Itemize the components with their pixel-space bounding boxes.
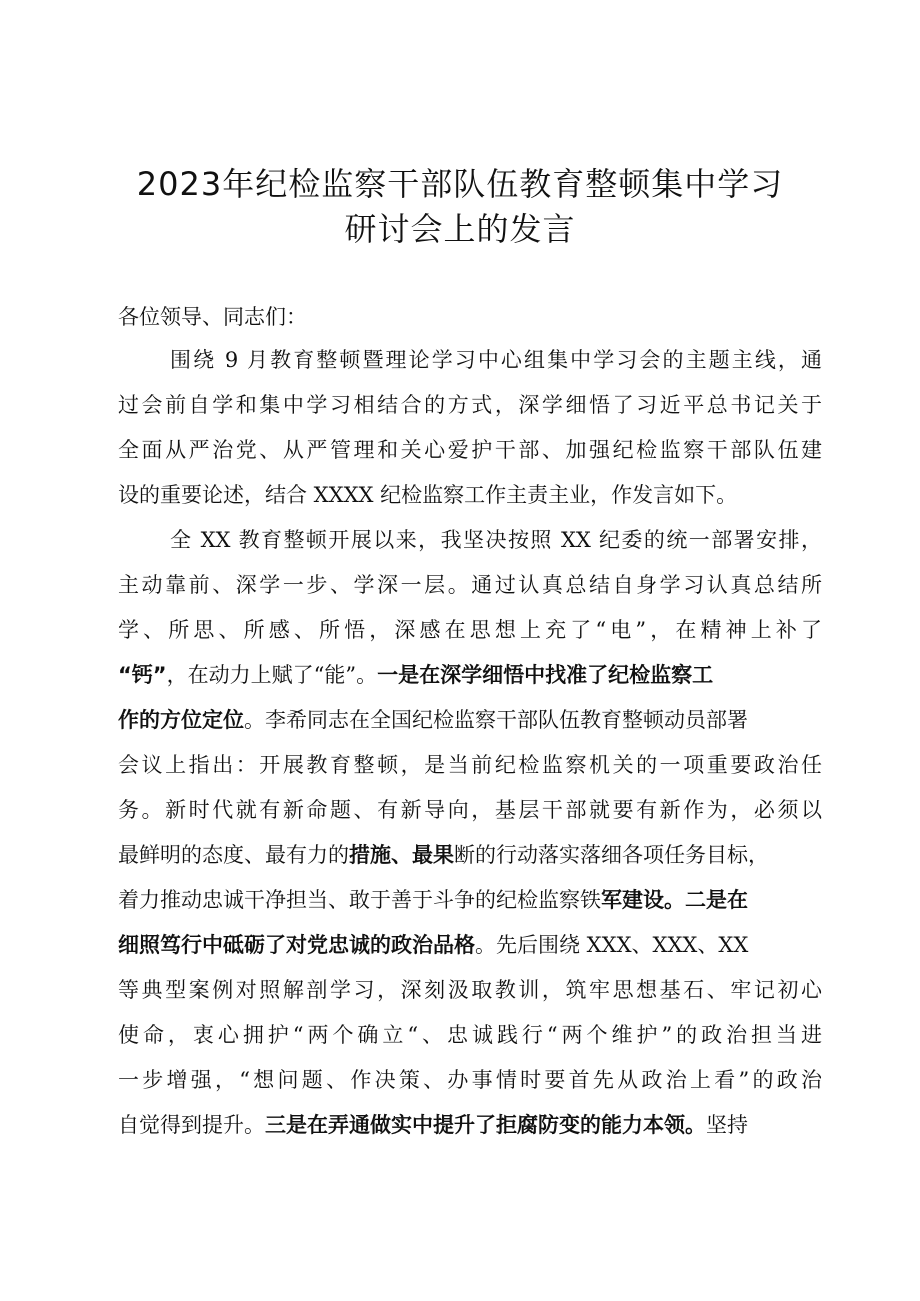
paragraph-2-line-9 <box>118 885 748 915</box>
paragraph-2-line-8 <box>118 840 769 870</box>
document-title-line-2: 研讨会上的发言 <box>344 210 576 248</box>
text-segment: 断的行动落实落细各项任务目标， <box>454 843 769 867</box>
paragraph-1-line-2: 过会前自学和集中学习相结合的方式，深学细悟了习近平总书记关于 <box>118 393 822 417</box>
text-segment: 坚持 <box>706 1113 748 1137</box>
paragraph-1-line-3: 全面从严治党、从严管理和关心爱护干部、加强纪检监察干部队伍建 <box>118 438 822 462</box>
text-segment: 自觉得到提升。 <box>118 1113 265 1137</box>
text-segment: 。李希同志在全国纪检监察干部队伍教育整顿动员部署 <box>244 708 748 732</box>
salutation: 各位领导、同志们： <box>118 305 307 329</box>
document-title-line-1: 2023年纪检监察干部队伍教育整顿集中学习 <box>136 165 784 203</box>
paragraph-2-line-4 <box>118 660 713 690</box>
paragraph-1-line-1: 围绕 9 月教育整顿暨理论学习中心组集中学习会的主题主线，通 <box>170 348 822 372</box>
emphasis-point-two-end: 细照笃行中砥砺了对党忠诚的政治品格 <box>118 933 475 957</box>
paragraph-2-line-1: 全 XX 教育整顿开展以来，我坚决按照 XX 纪委的统一部署安排， <box>170 528 822 552</box>
paragraph-2-line-7: 务。新时代就有新命题、有新导向，基层干部就要有新作为，必须以 <box>118 798 822 822</box>
paragraph-2-line-6: 会议上指出：开展教育整顿，是当前纪检监察机关的一项重要政治任 <box>118 753 822 777</box>
emphasis-point-one-start: 一是在深学细悟中找准了纪检监察工 <box>377 663 714 687</box>
paragraph-2-line-5 <box>118 705 748 735</box>
paragraph-2-line-14 <box>118 1110 748 1140</box>
paragraph-2-line-11: 等典型案例对照解剖学习，深刻汲取教训，筑牢思想基石、牢记初心 <box>118 978 822 1002</box>
emphasis-point-three: 三是在弄通做实中提升了拒腐防变的能力本领。 <box>265 1113 706 1137</box>
paragraph-1-line-4: 设的重要论述，结合 XXXX 纪检监察工作主责主业，作发言如下。 <box>118 483 738 507</box>
paragraph-2-line-2: 主动靠前、深学一步、学深一层。通过认真总结自身学习认真总结所 <box>118 573 822 597</box>
emphasis-point-two-start: 军建设。二是在 <box>601 888 748 912</box>
paragraph-2-line-3: 学、所思、所感、所悟，深感在思想上充了“电”，在精神上补了 <box>118 618 822 642</box>
emphasis-point-one-end: 作的方位定位 <box>118 708 244 732</box>
text-segment: ，在动力上赋了“能”。 <box>166 663 378 687</box>
paragraph-2-line-10 <box>118 930 748 960</box>
text-segment: 着力推动忠诚干净担当、敢于善于斗争的纪检监察铁 <box>118 888 601 912</box>
paragraph-2-line-12: 使命，衷心拥护“两个确立“、忠诚践行“两个维护”的政治担当进 <box>118 1023 822 1047</box>
text-segment: 最鲜明的态度、最有力的 <box>118 843 349 867</box>
emphasis-gai: “钙” <box>118 663 167 687</box>
paragraph-2-line-13: 一步增强，“想问题、作决策、办事情时要首先从政治上看”的政治 <box>118 1068 822 1092</box>
emphasis-measures: 措施、最果 <box>349 843 454 867</box>
text-segment: 。先后围绕 XXX、XXX、XX <box>475 933 749 957</box>
